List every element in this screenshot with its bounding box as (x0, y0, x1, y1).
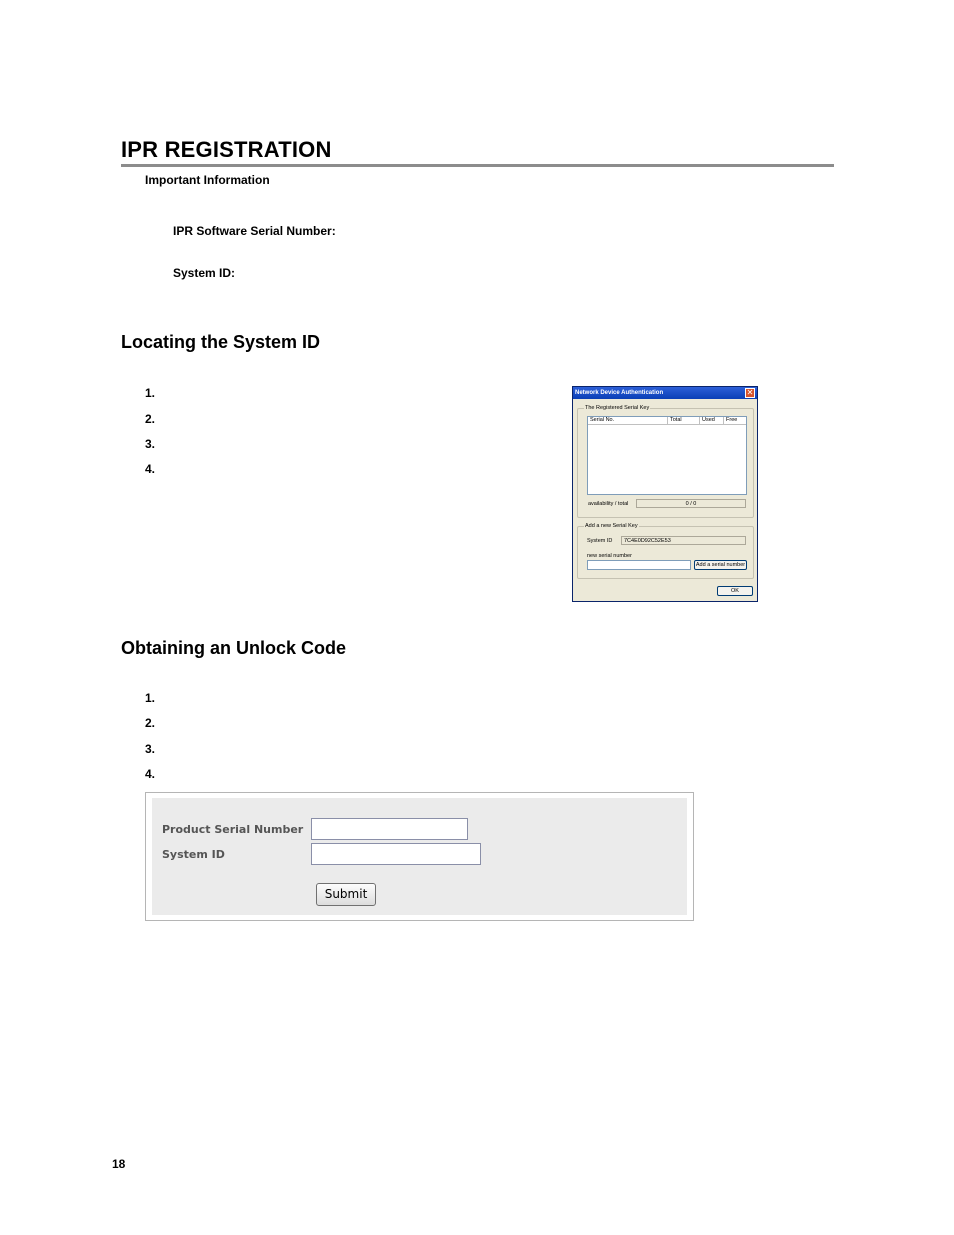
form-panel (152, 798, 687, 915)
table-header (588, 417, 746, 425)
step-number: 3. (145, 437, 156, 451)
group-legend: The Registered Serial Key (585, 405, 650, 411)
step-number: 3. (145, 742, 156, 756)
availability-label: availability / total (588, 501, 629, 507)
ok-button[interactable]: OK (717, 586, 753, 596)
page-number: 18 (112, 1157, 126, 1171)
column-header: Free (726, 417, 738, 423)
column-header: Used (700, 417, 724, 424)
section-locating-system-id: Locating the System ID (121, 332, 321, 352)
system-id-input[interactable] (311, 843, 481, 865)
system-id-field-label: System ID (587, 538, 613, 544)
close-icon[interactable]: ✕ (746, 388, 754, 397)
system-id-form-label: System ID (162, 848, 225, 861)
column-header: Serial No. (588, 417, 668, 424)
title-rule (121, 164, 834, 167)
step-number: 2. (145, 412, 156, 426)
add-serial-key-group (577, 523, 754, 579)
important-information-label: Important Information (145, 173, 270, 187)
section-obtaining-unlock-code: Obtaining an Unlock Code (121, 638, 347, 658)
system-id-value: 7C4E0D92C52E53 (621, 536, 746, 545)
step-number: 4. (145, 767, 156, 781)
new-serial-number-label: new serial number (587, 553, 632, 559)
step-number: 1. (145, 691, 156, 705)
submit-button[interactable]: Submit (316, 883, 376, 906)
column-header: Total (668, 417, 700, 424)
step-number: 1. (145, 386, 156, 400)
add-serial-number-button[interactable]: Add a serial number (695, 562, 746, 568)
serial-key-table[interactable] (587, 416, 747, 495)
dialog-title: Network Device Authentication (573, 387, 757, 399)
group-legend: Add a new Serial Key (585, 523, 638, 529)
page-title: IPR REGISTRATION (121, 137, 332, 162)
unlock-code-form (145, 792, 694, 921)
new-serial-number-input[interactable] (587, 560, 691, 570)
step-number: 2. (145, 716, 156, 730)
product-serial-number-label: Product Serial Number (162, 823, 304, 836)
serial-number-label: IPR Software Serial Number: (173, 224, 336, 238)
system-id-label: System ID: (173, 266, 236, 280)
registered-serial-key-group (577, 405, 754, 518)
availability-value: 0 / 0 (636, 499, 746, 508)
network-device-authentication-dialog (572, 386, 758, 602)
step-number: 4. (145, 462, 156, 476)
product-serial-number-input[interactable] (311, 818, 468, 840)
